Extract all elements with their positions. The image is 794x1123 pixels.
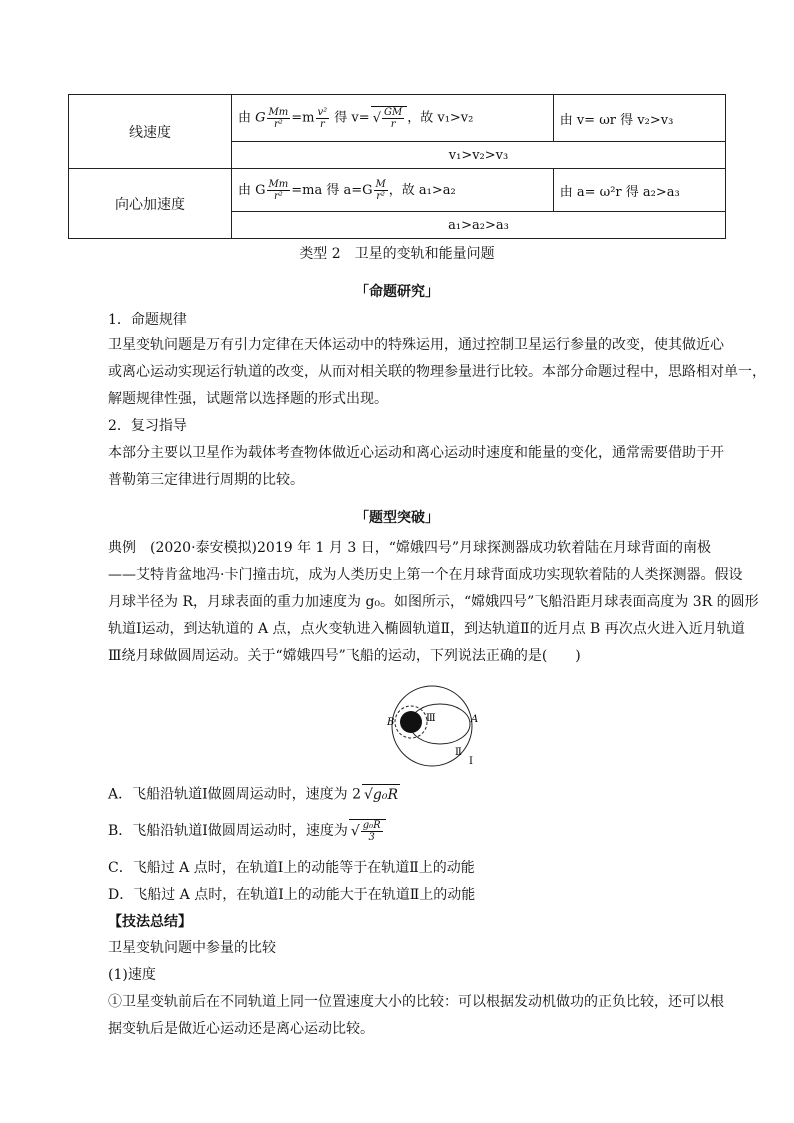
paragraph-line: 普勒第三定律进行周期的比较。 bbox=[108, 472, 304, 488]
fraction: $\frac{Mm}{\text{r²}}$ bbox=[268, 178, 289, 202]
acceleration-summary: a₁>a₂>a₃ bbox=[232, 212, 726, 239]
subheading-review: 2．复习指导 bbox=[108, 418, 187, 434]
paragraph-line: 本部分主要以卫星作为载体考查物体做近心运动和离心运动时速度和能量的变化，通常需要借助于开 bbox=[108, 445, 724, 461]
label-b: B bbox=[387, 717, 395, 728]
velocity-summary: v₁>v₂>v₃ bbox=[232, 142, 726, 169]
example-line: 月球半径为 R，月球表面的重力加速度为 g₀。如图所示，“嫦娥四号”飞船沿距月球表面高度为 3R 的圆形 bbox=[108, 594, 759, 610]
example-line: 典例 (2020·泰安模拟)2019 年 1 月 3 日，“嫦娥四号”月球探测器成功软着陆在月球背面的南极 bbox=[108, 540, 712, 556]
row-label-velocity: 线速度 bbox=[69, 95, 232, 169]
table-row bbox=[69, 95, 726, 142]
paragraph-line: 或离心运动实现运行轨道的改变，从而对相关联的物理参量进行比较。本部分命题过程中，思路相对单一， bbox=[108, 364, 766, 380]
option-b-text: B．飞船沿轨道Ⅰ做圆周运动时，速度为 bbox=[108, 823, 348, 839]
option-a[interactable] bbox=[108, 784, 728, 805]
velocity-formula-b: 由 v= ωr 得 v₂>v₃ bbox=[553, 95, 725, 142]
formula-text: =m bbox=[291, 110, 315, 126]
heading-research: 「命题研究」 bbox=[355, 284, 439, 300]
paragraph-line: 卫星变轨问题是万有引力定律在天体运动中的特殊运用，通过控制卫星运行参量的改变，使其做近心 bbox=[108, 337, 724, 353]
acceleration-formula-a bbox=[232, 169, 554, 212]
option-a-text: A．飞船沿轨道Ⅰ做圆周运动时，速度为 2 bbox=[108, 786, 361, 803]
example-line: Ⅲ绕月球做圆周运动。关于“嫦娥四号”飞船的运动，下列说法正确的是( ) bbox=[108, 648, 581, 664]
label-orbit-iii: Ⅲ bbox=[426, 713, 436, 724]
formula-text: 由 G bbox=[238, 182, 266, 198]
example-line: 轨道Ⅰ运动，到达轨道的 A 点，点火变轨进入椭圆轨道Ⅱ，到达轨道Ⅱ的近月点 B 再次点火进入近月轨道 bbox=[108, 621, 745, 637]
summary-title: 【技法总结】 bbox=[108, 914, 192, 930]
label-a: A bbox=[471, 714, 479, 725]
option-b[interactable] bbox=[108, 819, 728, 843]
comparison-table bbox=[68, 94, 726, 239]
orbit-diagram bbox=[384, 684, 494, 776]
summary-line: 据变轨后是做近心运动还是离心运动比较。 bbox=[108, 1021, 374, 1037]
example-line: ——艾特肯盆地冯·卡门撞击坑，成为人类历史上第一个在月球背面成功实现软着陆的人类探测器。假设 bbox=[108, 567, 743, 583]
subheading-rules: 1．命题规律 bbox=[108, 312, 187, 328]
sqrt-expression: √ $\frac{\text{g₀R}}{3}$ bbox=[349, 819, 386, 843]
formula-text: ，故 v₁>v₂ bbox=[407, 110, 474, 126]
heading-breakthrough: 「题型突破」 bbox=[355, 510, 439, 526]
label-orbit-ii: Ⅱ bbox=[455, 747, 462, 758]
option-d[interactable]: D．飞船过 A 点时，在轨道Ⅰ上的动能大于在轨道Ⅱ上的动能 bbox=[108, 887, 476, 903]
summary-line: ①卫星变轨前后在不同轨道上同一位置速度大小的比较：可以根据发动机做功的正负比较，还可以根 bbox=[108, 994, 724, 1010]
acceleration-formula-b: 由 a= ω²r 得 a₂>a₃ bbox=[553, 169, 725, 212]
sqrt-expression: √g₀R bbox=[362, 784, 400, 805]
fraction: $\frac{M}{\text{r²}}$ bbox=[375, 178, 386, 202]
table-row bbox=[69, 169, 726, 212]
fraction: $\frac{Mm}{\text{r²}}$ bbox=[268, 106, 289, 130]
label-orbit-i: Ⅰ bbox=[469, 756, 473, 767]
sqrt-expression: √ $\frac{GM}{r}$ bbox=[371, 106, 408, 130]
velocity-formula-a: 由 G $\frac{Mm}{\text{r²}}$ =m $\frac{\text{v²}}{r}$ 得 v= √ $\frac{GM}{r}$ ，故 v₁>v₂ bbox=[232, 95, 554, 142]
moon bbox=[400, 711, 422, 733]
summary-line: (1)速度 bbox=[108, 967, 156, 983]
formula-text: 得 v= bbox=[330, 110, 370, 126]
section-title: 类型 2 卫星的变轨和能量问题 bbox=[299, 246, 495, 262]
fraction: $\frac{\text{v²}}{r}$ bbox=[317, 106, 328, 130]
row-label-acceleration: 向心加速度 bbox=[69, 169, 232, 239]
summary-line: 卫星变轨问题中参量的比较 bbox=[108, 940, 276, 956]
paragraph-line: 解题规律性强，试题常以选择题的形式出现。 bbox=[108, 391, 388, 407]
option-c[interactable]: C．飞船过 A 点时，在轨道Ⅰ上的动能等于在轨道Ⅱ上的动能 bbox=[108, 860, 475, 876]
formula-text: ，故 a₁>a₂ bbox=[388, 182, 456, 198]
formula-text: 由 bbox=[238, 110, 256, 126]
formula-text: =ma 得 a=G bbox=[291, 182, 373, 198]
